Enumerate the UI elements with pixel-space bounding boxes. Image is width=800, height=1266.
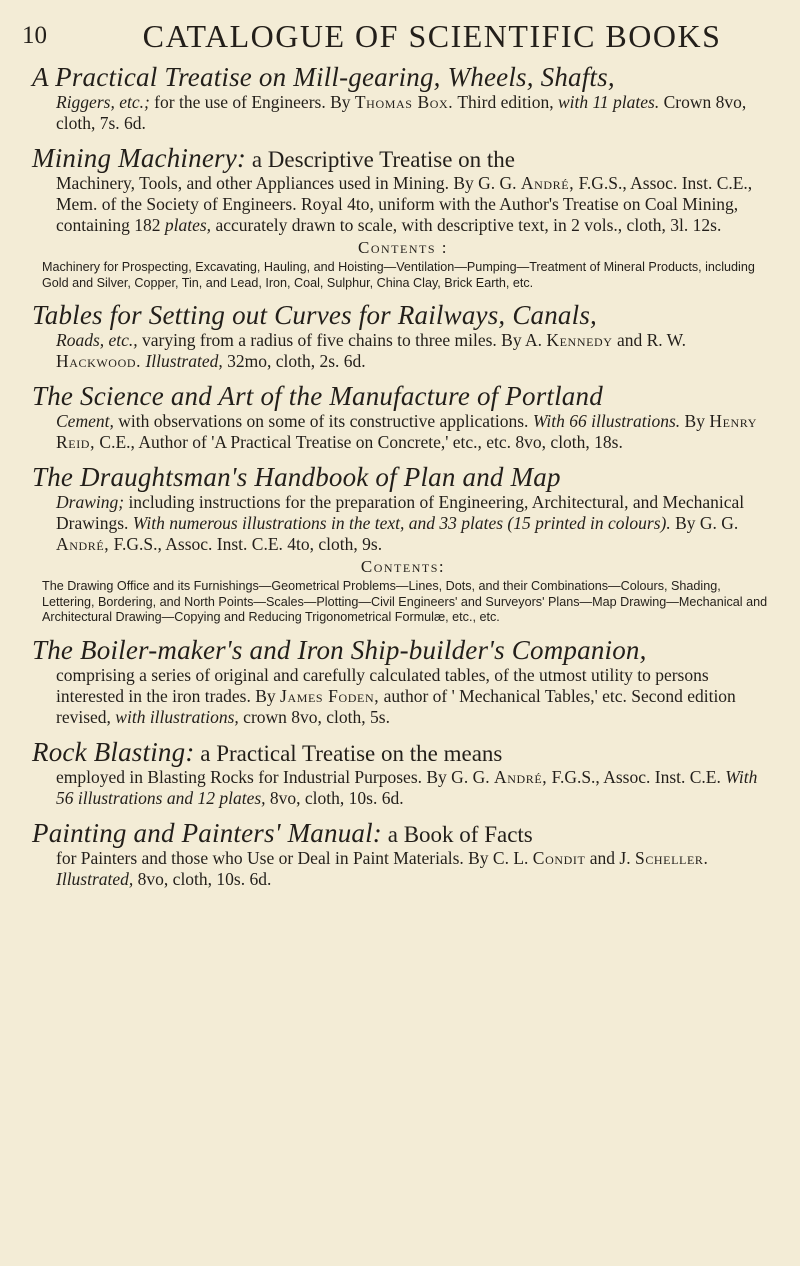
book-entry-curves-tables — [32, 302, 774, 372]
contents-text: Machinery for Prospecting, Excavating, Hauling, and Hoisting—Ventilation—Pumping—Treatment of Mineral Products, including Gold and Silver, Copper, Tin, and Lead, Iron, Coal, Sulphur, China Clay, Brick Earth, etc. — [42, 260, 755, 290]
book-entry-portland-cement — [32, 383, 774, 453]
book-description: Machinery, Tools, and other Appliances used in Mining. By G. G. André, F.G.S., Assoc. Inst. C.E., Mem. of the Society of Engineers. Royal 4to, uniform with the Author's Treatise on Coal Mining, containing 182 plates, accurately drawn to scale, with descriptive text, in 2 vols., cloth, 3l. 12s. — [56, 173, 753, 235]
book-author-2: Scheller. — [634, 847, 709, 868]
book-title: The Draughtsman's Handbook of Plan and Map — [32, 462, 561, 492]
contents-text: The Drawing Office and its Furnishings—Geometrical Problems—Lines, Dots, and their Combinations—Colours, Shading, Lettering, Bordering, and North Points—Scales—Plotting—Civil Engineers' and Surveyors' Plans—Map Drawing—Mechanical and Architectural Drawing—Copying and Reducing Trigonometrical Formulæ, etc., etc. — [42, 579, 768, 624]
book-entry-boiler-maker — [32, 634, 774, 728]
contents-label: Contents : — [358, 238, 448, 257]
book-description: comprising a series of original and carefully calculated tables, of the utmost utility to persons interested in the iron trades. By James Foden, author of ' Mechanical Tables,' etc. Second edition revised, with illustrations, crown 8vo, cloth, 5s. — [56, 664, 736, 727]
book-author: James Foden, — [280, 685, 380, 706]
book-entry-mining-machinery: Mining Machinery: a Descriptive Treatise on the Machinery, Tools, and other Appliances used in Mining. By G. G. André, F.G.S., Assoc. Inst. C.E., Mem. of the Society of Engineers. Royal 4to, uniform with the Author's Treatise on Coal Mining, containing 182 plates, accurately drawn to scale, with descriptive text, in 2 vols., cloth, 3l. 12s. Contents : Machinery for Prospecting, Excavating, Hauling, and Hoisting—Ventilation—Pumping—Treatment of Mineral Products, including Gold and Silver, Copper, Tin, and Lead, Iron, Coal, Sulphur, China Clay, Brick Earth, etc. — [32, 145, 774, 291]
book-title: The Science and Art of the Manufacture of Portland — [32, 381, 603, 411]
catalogue-entries — [20, 64, 774, 890]
book-description: Cement, with observations on some of its constructive applications. With 66 illustrations. By Henry Reid, C.E., Author of 'A Practical Treatise on Concrete,' etc., etc. 8vo, cloth, 18s. — [56, 411, 757, 452]
book-title: A Practical Treatise on Mill-gearing, Wheels, Shafts, — [32, 62, 615, 92]
book-description: Drawing; including instructions for the preparation of Engineering, Architectural, and Mechanical Drawings. With numerous illustrations in the text, and 33 plates (15 printed in colours). By G. G. André, F.G.S., Assoc. Inst. C.E. 4to, cloth, 9s. — [56, 492, 745, 554]
book-author: Thomas Box. — [354, 92, 454, 112]
book-description: employed in Blasting Rocks for Industrial Purposes. By G. G. André, F.G.S., Assoc. Inst. C.E. With 56 illustrations and 12 plates, 8vo, cloth, 10s. 6d. — [56, 766, 758, 808]
book-author-2: Hackwood. — [56, 351, 142, 371]
book-title: The Boiler-maker's and Iron Ship-builder's Companion, — [32, 634, 647, 665]
contents-label: Contents: — [360, 557, 446, 576]
book-author: André, — [56, 534, 110, 554]
book-description: for Painters and those who Use or Deal in Paint Materials. By C. L. Condit and J. Scheller. Illustrated, 8vo, cloth, 10s. 6d. — [56, 847, 709, 889]
running-title: CATALOGUE OF SCIENTIFIC BOOKS — [142, 18, 722, 54]
page-number: 10 — [22, 22, 47, 49]
book-entry-mill-gearing — [32, 64, 774, 134]
book-author: André, — [493, 766, 548, 787]
book-description: Riggers, etc.; for the use of Engineers. By Thomas Box. Third edition, with 11 plates. Crown 8vo, cloth, 7s. 6d. — [56, 92, 747, 133]
book-title: Painting and Painters' Manual: — [32, 817, 382, 848]
book-title: Rock Blasting: — [32, 736, 195, 767]
page-header — [20, 0, 774, 64]
book-title: Mining Machinery: — [32, 143, 247, 173]
book-entry-draughtsmans-handbook — [32, 464, 774, 626]
book-title: Tables for Setting out Curves for Railways, Canals, — [32, 300, 597, 330]
book-description: Roads, etc., varying from a radius of five chains to three miles. By A. Kennedy and R. W. Hackwood. Illustrated, 32mo, cloth, 2s. 6d. — [56, 330, 686, 371]
book-author: Henry Reid, — [56, 411, 757, 452]
book-author: Condit — [532, 847, 586, 868]
book-entry-painters-manual: Painting and Painters' Manual: a Book of Facts for Painters and those who Use or Deal in Paint Materials. By C. L. Condit and J. Scheller. Illustrated, 8vo, cloth, 10s. 6d. — [32, 820, 774, 890]
book-author: Kennedy — [546, 330, 613, 350]
book-entry-rock-blasting: Rock Blasting: a Practical Treatise on the means employed in Blasting Rocks for Industrial Purposes. By G. G. André, F.G.S., Assoc. Inst. C.E. With 56 illustrations and 12 plates, 8vo, cloth, 10s. 6d. — [32, 739, 774, 809]
book-author: André, — [520, 173, 575, 193]
